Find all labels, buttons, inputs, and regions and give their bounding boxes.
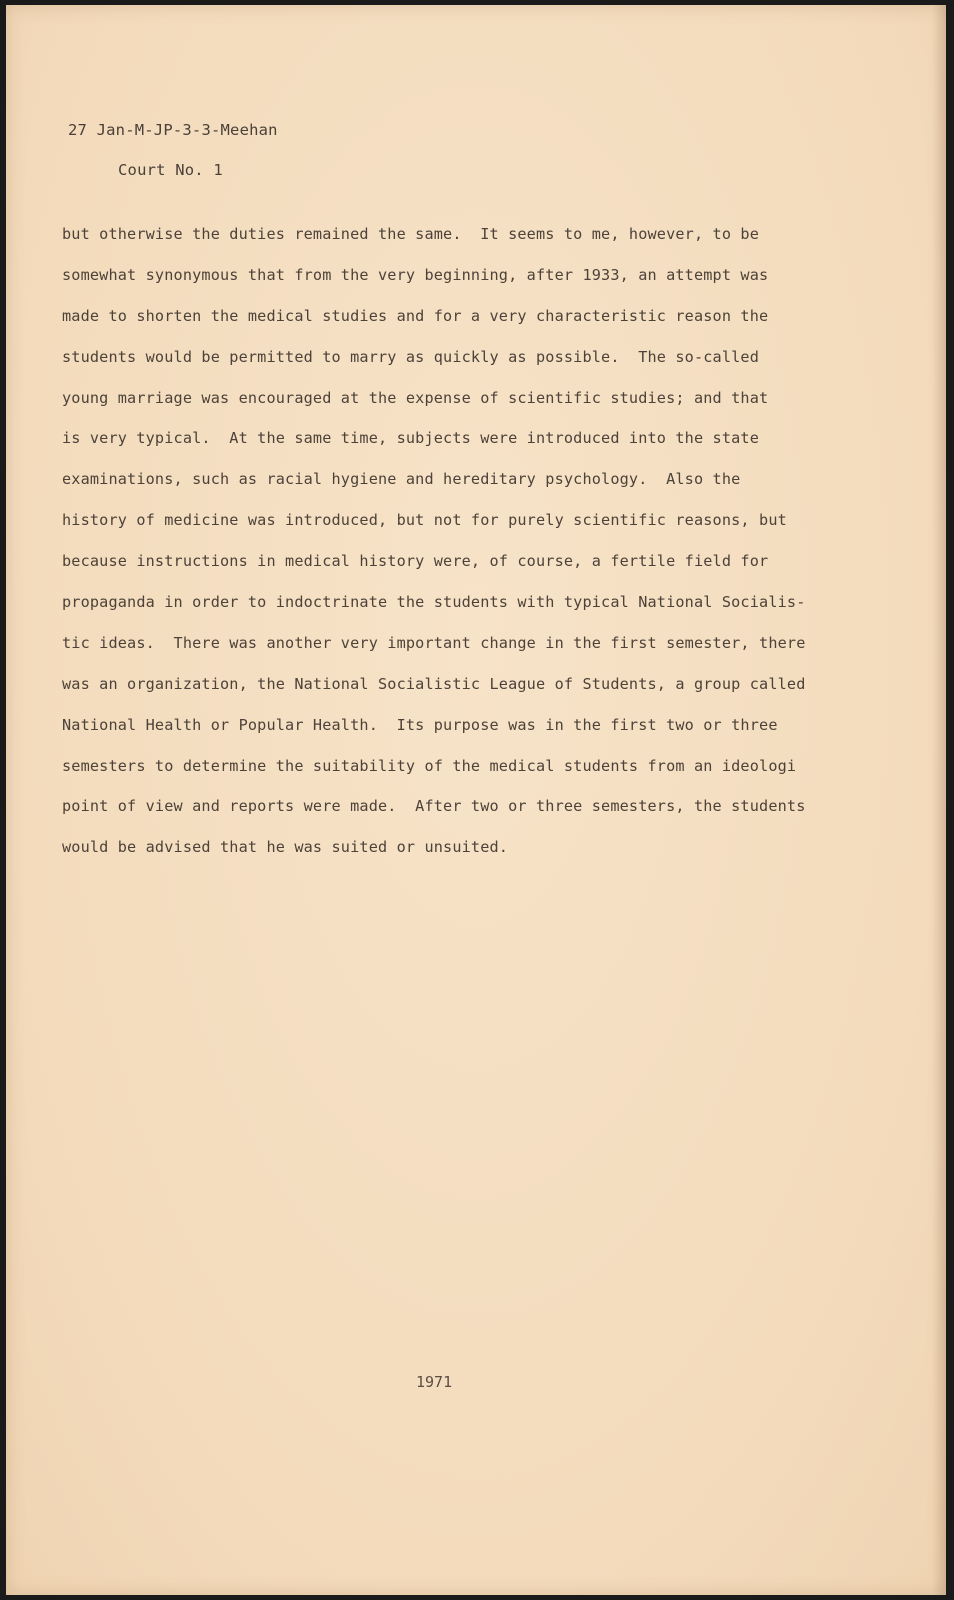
- page-number: 1971: [416, 1373, 453, 1391]
- paper-edge-shadow: [932, 5, 946, 1595]
- transcript-line: history of medicine was introduced, but not for purely scientific reasons, but: [62, 511, 787, 530]
- transcript-line: was an organization, the National Socialistic League of Students, a group called: [62, 674, 806, 693]
- case-reference: 27 Jan-M-JP-3-3-Meehan: [68, 121, 278, 139]
- transcript-line: because instructions in medical history were, of course, a fertile field for: [62, 552, 769, 571]
- transcript-line: students would be permitted to marry as quickly as possible. The so-called: [62, 347, 760, 366]
- transcript-body: [62, 219, 882, 873]
- transcript-line: propaganda in order to indoctrinate the students with typical National Socialis-: [62, 593, 806, 612]
- transcript-line: point of view and reports were made. After two or three semesters, the students: [62, 797, 806, 816]
- transcript-line: tic ideas. There was another very important change in the first semester, there: [62, 633, 806, 652]
- transcript-line: young marriage was encouraged at the expense of scientific studies; and that: [62, 388, 769, 407]
- transcript-line: examinations, such as racial hygiene and hereditary psychology. Also the: [62, 470, 741, 489]
- transcript-line: semesters to determine the suitability of the medical students from an ideologi: [62, 756, 797, 775]
- transcript-line: somewhat synonymous that from the very beginning, after 1933, an attempt was: [62, 265, 769, 284]
- transcript-line: would be advised that he was suited or unsuited.: [62, 838, 509, 857]
- transcript-line: but otherwise the duties remained the same. It seems to me, however, to be: [62, 225, 760, 243]
- transcript-line: National Health or Popular Health. Its purpose was in the first two or three: [62, 715, 778, 734]
- document-page: [6, 5, 946, 1595]
- transcript-line: made to shorten the medical studies and for a very characteristic reason the: [62, 306, 769, 325]
- transcript-line: is very typical. At the same time, subjects were introduced into the state: [62, 429, 760, 448]
- court-number: Court No. 1: [118, 161, 223, 179]
